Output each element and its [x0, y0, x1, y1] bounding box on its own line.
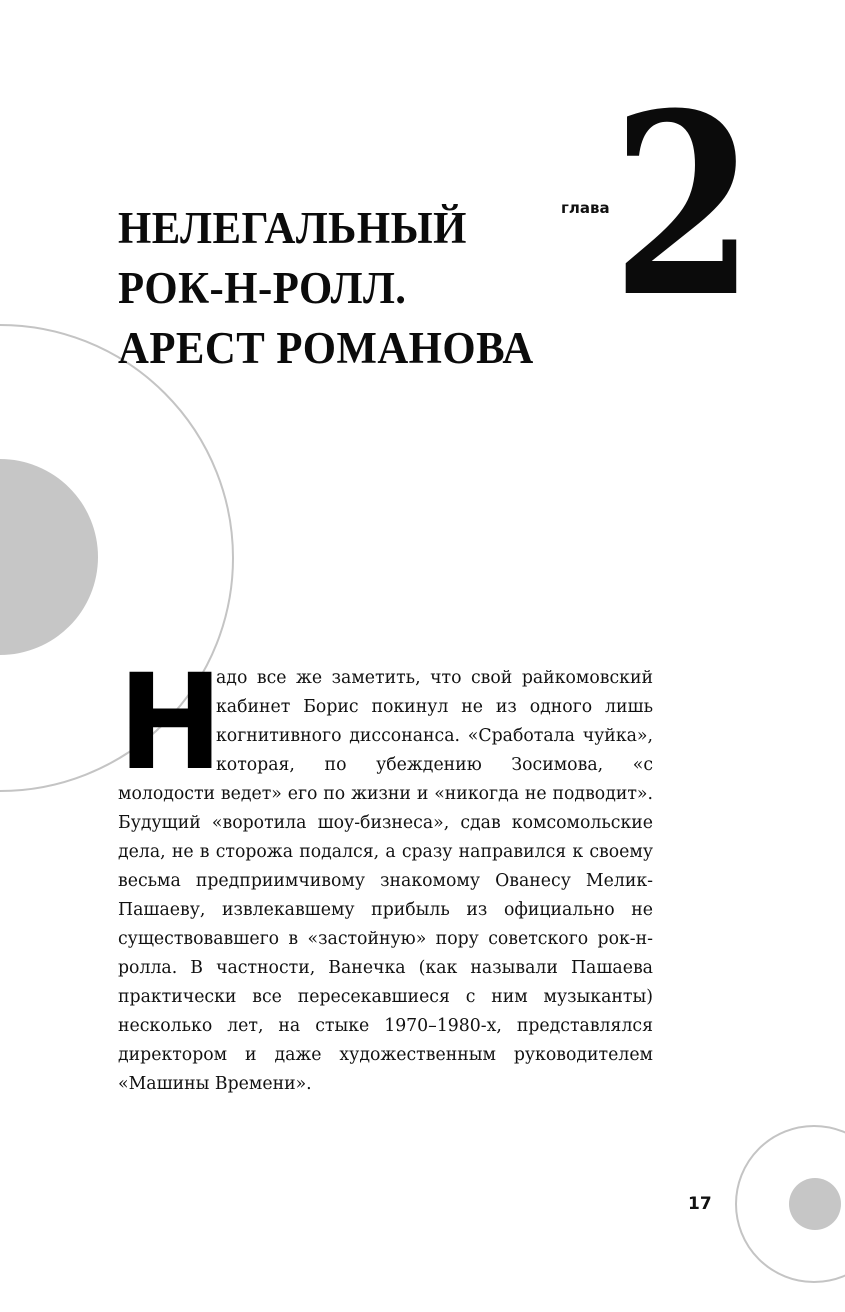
- chapter-title: [118, 198, 534, 378]
- chapter-label: глава: [561, 199, 610, 217]
- page-number: 17: [688, 1194, 712, 1214]
- chapter-title-line: НЕЛЕГАЛЬНЫЙ: [118, 203, 467, 253]
- body-paragraph: [118, 646, 653, 1099]
- large-filled-circle: [0, 459, 98, 655]
- chapter-number: 2: [612, 58, 752, 352]
- drop-cap: Н: [118, 646, 223, 800]
- paragraph-text: адо все же заметить, что свой райкомовский кабинет Борис покинул не из одного лишь когнитивного диссонанса. «Сработала чуйка», которая, по убеждению Зосимова, «с молодости ведет» его по жизни и «никогда не подводит». Будущий «воротила шоу-бизнеса», сдав комсомольские дела, не в сторожа подался, а сразу направился к своему весьма предприимчивому знакомому Ованесу Мелик-Пашаеву, извлекавшему прибыль из официально не существовавшего в «застойную» пору советского рок-н-ролла. В частности, Ванечка (как называли Пашаева практически все пересекавшиеся с ним музыканты) несколько лет, на стыке 1970–1980-х, представлялся директором и даже художественным руководителем «Машины Времени».: [118, 668, 653, 1094]
- small-filled-circle: [789, 1178, 841, 1230]
- chapter-title-line: РОК-Н-РОЛЛ.: [118, 263, 407, 313]
- chapter-title-line: АРЕСТ РОМАНОВА: [118, 323, 534, 373]
